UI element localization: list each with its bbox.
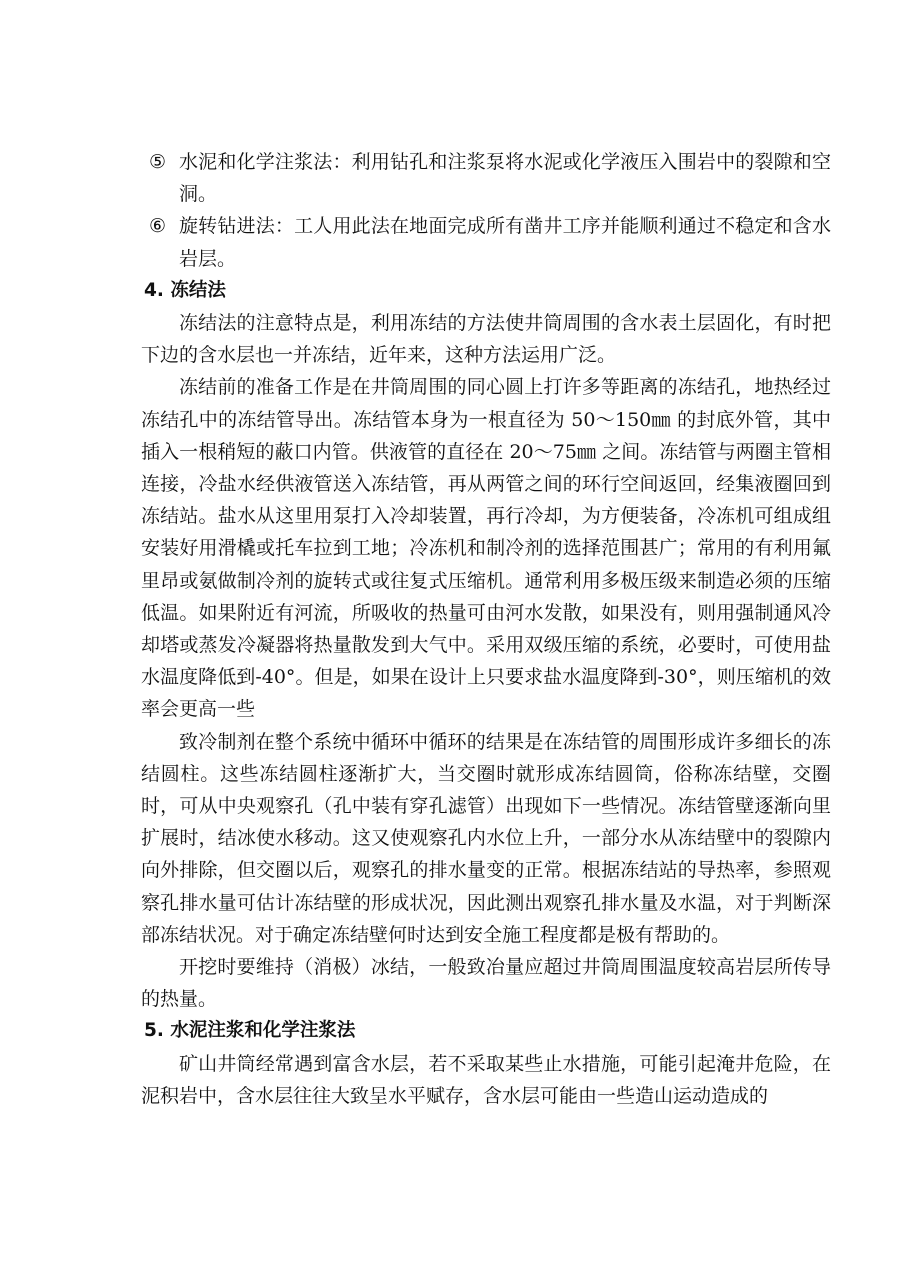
list-item-5: [141, 146, 831, 210]
list-number: ⑤: [149, 151, 167, 173]
list-item-text: 水泥和化学注浆法：利用钻孔和注浆泵将水泥或化学液压入围岩中的裂隙和空洞。: [179, 151, 831, 206]
list-item-6: [141, 210, 831, 274]
section-heading-freezing: 4. 冻结法: [144, 279, 226, 301]
list-item-text: 旋转钻进法：工人用此法在地面完成所有凿井工序并能顺利通过不稳定和含水岩层。: [179, 215, 831, 270]
paragraph: 致冷制剂在整个系统中循环中循环的结果是在冻结管的周围形成许多细长的冻结圆柱。这些冻结圆柱逐渐扩大，当交圈时就形成冻结圆筒，俗称冻结壁，交圈时，可从中央观察孔（孔中装有穿孔滤管）出现如下一些情况。冻结管壁逐渐向里扩展时，结冰使水移动。这又使观察孔内水位上升，一部分水从冻结壁中的裂隙内向外排除，但交圈以后，观察孔的排水量变的正常。根据冻结站的导热率，参照观察孔排水量可估计冻结壁的形成状况，因此测出观察孔排水量及水温，对于判断深部冻结状况。对于确定冻结壁何时达到安全施工程度都是极有帮助的。: [141, 730, 831, 946]
paragraph: 冻结法的注意特点是，利用冻结的方法使井筒周围的含水表土层固化，有时把下边的含水层也一并冻结，近年来，这种方法运用广泛。: [141, 312, 831, 367]
paragraph: 冻结前的准备工作是在井筒周围的同心圆上打许多等距离的冻结孔，地热经过冻结孔中的冻结管导出。冻结管本身为一根直径为 50～150㎜ 的封底外管，其中插入一根稍短的蔽口内管。供液管的直径在 20～75㎜ 之间。冻结管与两圈主管相连接，冷盐水经供液管送入冻结管，再从两管之间的环行空间返回，经集液圈回到冻结站。盐水从这里用泵打入冷却装置，再行冷却，为方便装备，冷冻机可组成组安装好用滑橇或托车拉到工地；冷冻机和制冷剂的选择范围甚广；常用的有利用氟里昂或氨做制冷剂的旋转式或往复式压缩机。通常利用多极压级来制造必须的压缩低温。如果附近有河流，所吸收的热量可由河水发散，如果没有，则用强制通风冷却塔或蒸发冷凝器将热量散发到大气中。采用双级压缩的系统，必要时，可使用盐水温度降低到-40°。但是，如果在设计上只要求盐水温度降到-30°，则压缩机的效率会更高一些: [141, 376, 831, 721]
document-body: [141, 146, 831, 1112]
paragraph: 开挖时要维持（消极）冰结，一般致冶量应超过井筒周围温度较高岩层所传导的热量。: [141, 956, 831, 1011]
paragraph: 矿山井筒经常遇到富含水层，若不采取某些止水措施，可能引起淹井危险，在泥积岩中，含水层往往大致呈水平赋存，含水层可能由一些造山运动造成的: [141, 1052, 831, 1107]
list-number: ⑥: [149, 215, 167, 238]
section-heading-grouting: 5. 水泥注浆和化学注浆法: [144, 1020, 356, 1042]
